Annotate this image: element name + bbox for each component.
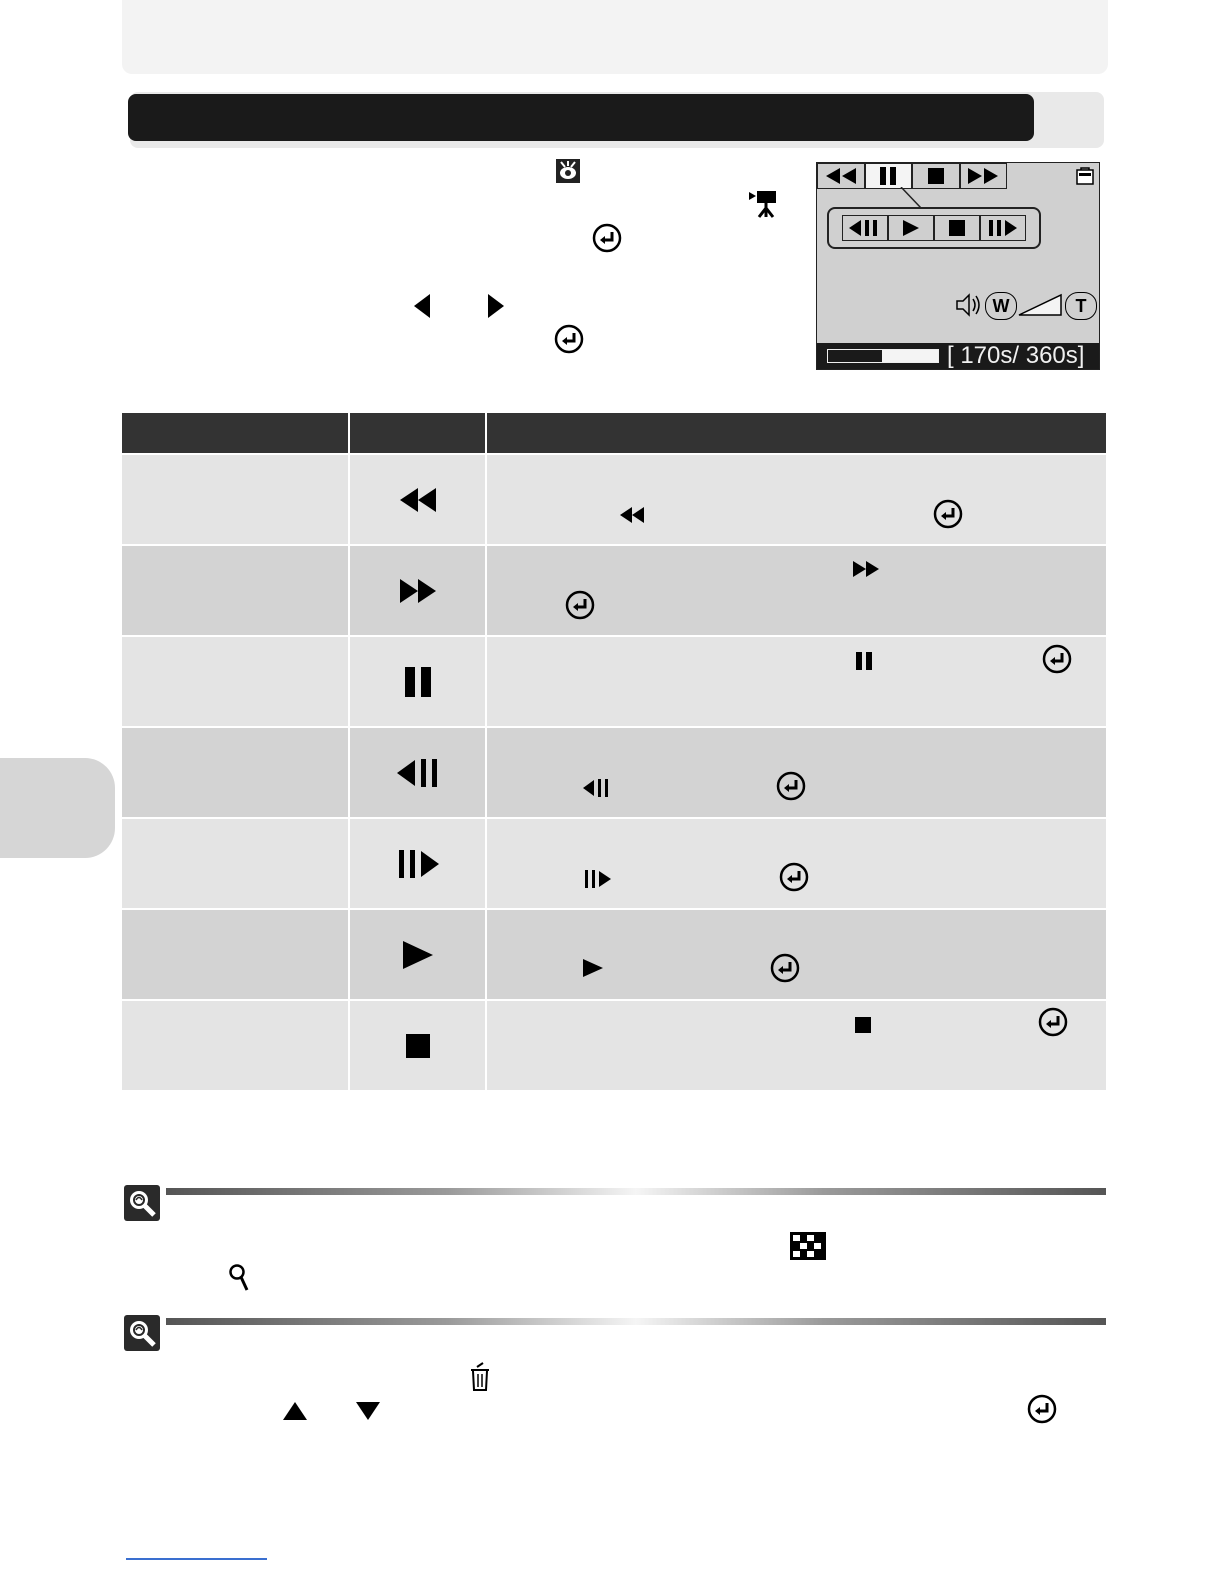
row-icon-cell (350, 910, 485, 999)
table-row (122, 819, 1106, 908)
lcd-time-readout: [ 170s/ 360s] (947, 342, 1085, 369)
table-row (122, 455, 1106, 544)
enter-button-icon (592, 223, 622, 253)
tip-icon (124, 1185, 160, 1221)
step-forward-icon (395, 849, 441, 879)
footer-link-underline[interactable] (126, 1558, 267, 1560)
stop-icon (855, 1017, 871, 1033)
table-row (122, 1001, 1106, 1090)
lcd-volume-slider (1017, 293, 1063, 317)
row-icon-cell (350, 1001, 485, 1090)
up-arrow-icon (282, 1400, 308, 1422)
tip-icon (124, 1315, 160, 1351)
thumbnail-grid-icon (790, 1232, 826, 1260)
play-icon (582, 958, 604, 978)
magnifier-icon (228, 1263, 250, 1293)
enter-button-icon (565, 590, 595, 620)
rewind-icon (619, 506, 645, 524)
row-description-cell (487, 637, 1106, 726)
lcd-sub-controls (827, 207, 1041, 249)
enter-button-icon (554, 324, 584, 354)
row-icon-cell (350, 546, 485, 635)
movie-camera-icon (748, 190, 778, 218)
enter-button-icon (1038, 1007, 1068, 1037)
lcd-callout-pointer (897, 187, 937, 209)
table-header-divider (485, 413, 487, 453)
top-banner (122, 0, 1108, 74)
monitor-icon (555, 158, 581, 184)
play-icon (401, 939, 435, 971)
camera-lcd-playback-screen (816, 162, 1100, 370)
left-arrow-icon (412, 292, 432, 320)
row-label-cell (122, 819, 348, 908)
table-row (122, 637, 1106, 726)
note-divider (166, 1188, 1106, 1195)
chapter-side-tab (0, 758, 115, 858)
lcd-step-forward-button (980, 215, 1026, 241)
enter-button-icon (1042, 644, 1072, 674)
enter-button-icon (776, 771, 806, 801)
row-description-cell (487, 455, 1106, 544)
step-back-icon (395, 758, 441, 788)
table-header-divider (348, 413, 350, 453)
lcd-status-bar (817, 343, 1099, 369)
row-label-cell (122, 910, 348, 999)
fast-forward-icon (398, 578, 438, 604)
rewind-icon (398, 487, 438, 513)
fast-forward-icon (852, 560, 880, 578)
down-arrow-icon (355, 1400, 381, 1422)
row-label-cell (122, 637, 348, 726)
right-arrow-icon (486, 292, 506, 320)
lcd-fast-forward-button (960, 163, 1008, 189)
lcd-pause-button (865, 163, 913, 189)
note-divider (166, 1318, 1106, 1325)
pause-icon (855, 651, 873, 671)
enter-button-icon (770, 953, 800, 983)
section-title-bar (128, 94, 1034, 141)
lcd-progress-fill (882, 350, 938, 362)
lcd-progress-bar (827, 349, 939, 363)
row-description-cell (487, 819, 1106, 908)
lcd-speaker-icon (955, 291, 983, 319)
lcd-rewind-button (817, 163, 865, 189)
row-label-cell (122, 1001, 348, 1090)
row-description-cell (487, 1001, 1106, 1090)
row-description-cell (487, 546, 1106, 635)
table-header (122, 413, 1106, 453)
lcd-play-button (888, 215, 934, 241)
lcd-memory-card-icon (1075, 167, 1095, 185)
stop-icon (406, 1034, 430, 1058)
table-row (122, 910, 1106, 999)
row-description-cell (487, 910, 1106, 999)
table-row (122, 546, 1106, 635)
lcd-volume-wide-label: W (985, 292, 1017, 320)
row-description-cell (487, 728, 1106, 817)
row-label-cell (122, 455, 348, 544)
lcd-stop-button-sub (934, 215, 980, 241)
row-icon-cell (350, 455, 485, 544)
row-label-cell (122, 728, 348, 817)
pause-icon (403, 666, 433, 698)
enter-button-icon (933, 499, 963, 529)
row-icon-cell (350, 637, 485, 726)
row-icon-cell (350, 819, 485, 908)
lcd-volume-tele-label: T (1065, 292, 1097, 320)
trash-icon (468, 1362, 492, 1392)
lcd-stop-button (912, 163, 960, 189)
row-label-cell (122, 546, 348, 635)
lcd-top-controls (817, 163, 1007, 189)
table-row (122, 728, 1106, 817)
step-back-icon (582, 778, 612, 798)
enter-button-icon (1027, 1394, 1057, 1424)
row-icon-cell (350, 728, 485, 817)
enter-button-icon (779, 862, 809, 892)
lcd-step-back-button (842, 215, 888, 241)
step-forward-icon (582, 869, 612, 889)
